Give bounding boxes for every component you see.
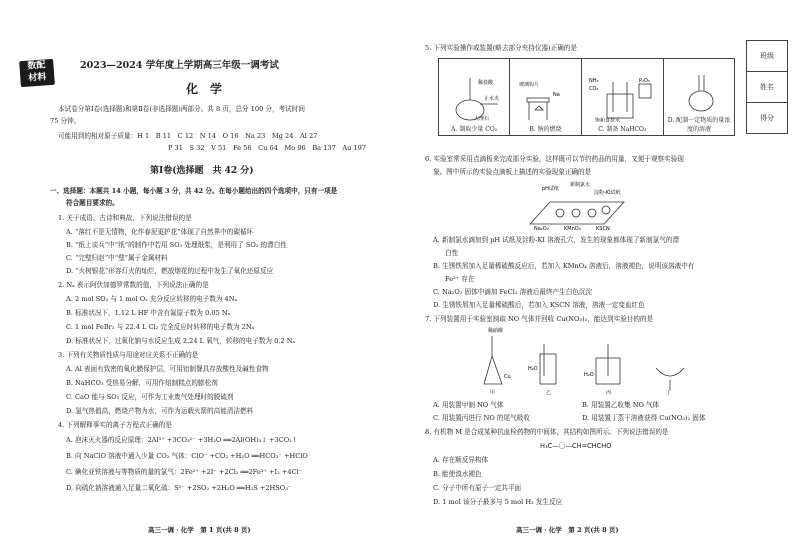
q6-fig-label: pH试纸 [542,186,559,192]
nahco3-apparatus-figure [587,76,657,122]
q4-option-b: B. 向 NaClO 溶液中通入少量 CO₂ 气体：ClO⁻ +CO₂ +H₂O ══HCO₃⁻ +HClO [66,452,308,460]
q6-option-b-1: B. 生锈铁屑加入足量稀硫酸反应后，若加入 KMnO₄ 溶液后，溶液褪色，说明该溶液中有 [433,262,695,270]
q6-stem-1: 6. 实验室常采用点滴板来完成部分实验，这样既可以节约药品的用量，又便于观察实验现 [425,155,684,163]
student-info-box [746,40,788,134]
q8-option-a: A. 存在顺反异构体 [433,456,489,464]
q5-cell-c [581,59,663,136]
q6-option-d: D. 生锈铁屑加入足量稀硫酸后，若加入 KSCN 溶液，溶液一定变血红色 [433,301,645,309]
q6-option-a-2: 白性 [445,249,459,257]
q8-stem: 8. 有机物 M 是合成某种抗血栓药物的中间体，其结构如图所示。下列说法错误的是 [425,428,669,436]
q2-option-b: B. 标准状况下，1.12 L HF 中含有氟原子数为 0.05 Nₐ [66,309,231,317]
q5-option-d: D. 配制一定物质的量浓度的溶液 [667,117,731,133]
q4-option-c: C. 碘化亚铁溶液与等物质的量的氯气：2Fe²⁺ +2I⁻ +2Cl₂ ══2Fe³⁺ +I₂ +4Cl⁻ [66,468,303,476]
no-apparatus-figure [470,326,710,396]
q6-fig-label: 新制氯水 [570,182,591,188]
q8-option-b: B. 能使溴水褪色 [433,470,482,478]
q7-fig-label: H₂O [584,372,594,378]
q3-option-b: B. NaHCO₃ 受热易分解，可用作焙制糕点的膨松剂 [66,379,218,387]
q5-fig-label: Na [553,92,561,98]
q4-option-a: A. 泡沫灭火器的反应原理：2Al³⁺ +3CO₃²⁻ +3H₂O ══2Al(OH)₃↓ +3CO₂↑ [66,436,298,444]
instructions-1: 一、选择题：本题共 14 小题，每小题 3 分，共 42 分。在每小题给出的四个选项中，只有一项是 [50,187,338,195]
exam-title: 2023—2024 学年度上学期高三年级一调考试 [80,60,279,71]
co2-apparatus-figure [444,76,504,122]
volumetric-flask-figure [674,73,724,113]
sodium-burning-figure [515,76,575,122]
spot-plate-figure [520,180,630,230]
q3-stem: 3. 下列有关物质性质与用途对应关系不正确的是 [58,351,199,359]
q2-stem: 2. Nₐ 表示阿伏加德罗常数的值，下列说法正确的是 [58,281,209,289]
q7-fig-label: 丁 [666,390,672,396]
q6-stem-2: 象。图中所示的实验点滴板上描述的实验现象正确的是 [433,168,592,176]
q7-option-d: D. 用装置丁蒸干溶液获得 Cu(NO₃)₂ 固体 [582,414,706,422]
q3-option-c: C. CaO 能与 SO₂ 反应，可作为工业废气处理时的脱硫剂 [66,393,234,401]
intro-line-2: 75 分钟。 [50,117,81,125]
q6-fig-label: KSCN [596,226,610,230]
q1-option-a: A. “落红不是无情物，化作春泥更护花”体现了自然界中的碳循环 [66,228,254,236]
instructions-2: 符合题目要求的。 [66,199,119,207]
q7-option-a: A. 用装置甲制 NO 气体 [433,401,504,409]
q5-fig-label: 玻璃钩片 [519,82,540,88]
q5-fig-label: 稀盐酸 [478,80,494,86]
part-one-heading: 第Ⅰ卷(选择题 共 42 分) [150,166,254,176]
footer-page-2: 高三一调 · 化学 第 2 页(共 8 页) [516,526,619,534]
q7-fig-label: Cu [504,374,511,380]
q6-option-b-2: Fe²⁺ 存在 [445,275,475,283]
q5-stem: 5. 下列实验操作或装置(略去部分夹持仪器)正确的是 [425,44,577,52]
q5-option-a: A. 制取少量 CO₂ [451,126,498,133]
q8-option-c: C. 分子中所有原子一定共平面 [433,484,522,492]
q5-fig-label: 大理石 [474,116,490,122]
q1-stem: 1. 关于成语、古诗和典故，下列说法错误的是 [58,214,192,222]
q4-option-d: D. 向硫化钠溶液通入足量二氧化硫：S²⁻ +2SO₂ +2H₂O ══H₂S +2HSO₃⁻ [66,484,292,492]
q6-fig-label: KMnO₄ [564,226,581,230]
q6-fig-label: Na₂O₂ [534,226,549,230]
q2-option-d: D. 标准状况下，过氧化钠与水反应生成 2.24 L 氧气，转移的电子数为 0.2 Nₐ [66,337,296,345]
q5-option-b: B. 钠的燃烧 [529,126,562,133]
q5-fig-label: 饱和食盐水 [595,118,621,122]
q5-fig-label: CO₂ [589,86,599,92]
q7-fig-label: 稀硝酸 [488,328,504,334]
name-field[interactable]: 姓名 [747,72,787,103]
q5-fig-label: 止水夹 [484,96,500,102]
q2-option-c: C. 1 mol FeBr₂ 与 22.4 L Cl₂ 完全反应时转移的电子数为 2Nₐ [66,323,255,331]
q7-option-c: C. 用装置丙进行 NO 的尾气吸收 [433,414,530,422]
q5-cell-a [439,59,510,136]
q8-structure: H₃C—〇—CH=CHCHO [540,442,612,450]
q5-fig-label: P₂O₅ [639,78,651,84]
q7-stem: 7. 下列装置用于实验室制取 NO 气体并回收 Cu(NO₃)₂，能达到实验目的的是 [425,315,654,323]
q7-fig-label: H₂O [528,366,538,372]
q1-option-c: C. “完璧归赵”中“璧”属于金属材料 [66,254,168,262]
q5-cell-d [664,59,735,136]
q8-option-d: D. 1 mol 该分子最多与 5 mol H₂ 发生反应 [433,498,563,506]
q6-fig-label: 淀粉-KI试纸 [594,190,621,196]
q5-cell-b [510,59,581,136]
score-field[interactable]: 得分 [760,114,774,122]
q7-fig-label: 甲 [490,390,496,396]
q3-option-d: D. 氢气热值高，燃烧产物为水，可作为运载火箭的高能清洁燃料 [66,407,254,415]
q1-option-b: B. “纸上谈兵”中“纸”的制作中若用 SO₂ 处理纸浆，是利用了 SO₂ 的漂白性 [66,241,287,249]
intro-line-1: 本试卷分第Ⅰ卷(选择题)和第Ⅱ卷(非选择题)两部分。共 8 页，总分 100 分，考试时间 [58,105,305,113]
q6-option-a-1: A. 新制氯水滴加到 pH 试纸及淀粉-KI 溶液孔穴，发生的现象都体现了新制氯气的漂 [433,236,679,244]
q5-apparatus-table [438,58,735,136]
class-field[interactable]: 班级 [747,41,787,72]
subject-title: 化 学 [186,82,223,96]
q6-option-c: C. Na₂O₂ 固体中滴加 FeCl₂ 溶液后最终产生白色沉淀 [433,288,593,296]
q1-option-d: D. “火树银花”形容灯火的灿烂，燃放烟花的过程中发生了氧化还原反应 [66,267,274,275]
q7-option-b: B. 用装置乙收集 NO 气体 [582,401,660,409]
q7-fig-label: 乙 [546,390,552,396]
q5-option-c: C. 制备 NaHCO₃ [598,126,647,133]
publisher-logo: 数配 材料 [19,59,55,87]
q7-fig-label: 丙 [606,390,612,396]
q2-option-a: A. 2 mol SO₂ 与 1 mol O₂ 充分反应转移的电子数为 4Nₐ [66,295,238,303]
q5-fig-label: NH₃ [589,78,599,84]
q3-option-a: A. Al 表面有致密的氧化膜保护层，可用铝制餐具存放酸性及碱性食物 [66,365,269,373]
atomic-masses-1: 可能用到的相对原子质量：H 1 B 11 C 12 N 14 O 16 Na 23 Mg 24 Al 27 [58,132,318,140]
q4-stem: 4. 下列解释事实的离子方程式正确的是 [58,421,172,429]
atomic-masses-2: P 31 S 32 V 51 Fe 56 Cu 64 Mo 96 Ba 137 Au 197 [168,144,367,152]
footer-page-1: 高三一调 · 化学 第 1 页(共 8 页) [148,526,251,534]
